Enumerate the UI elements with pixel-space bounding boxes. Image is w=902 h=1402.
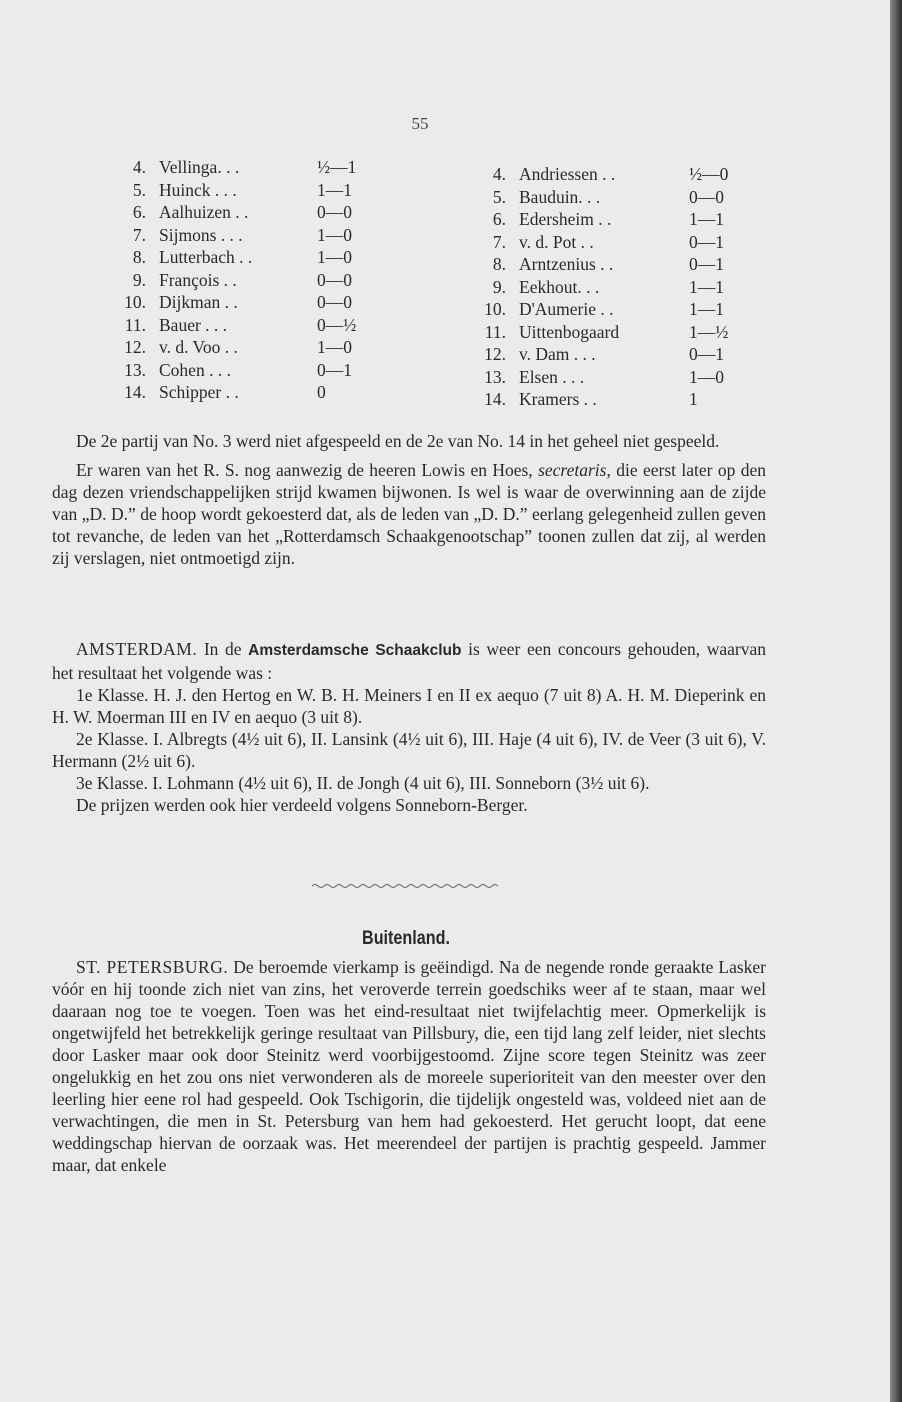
result-row: 11. Uittenbogaard 1—½ <box>484 321 729 342</box>
body-text-amsterdam <box>52 638 766 816</box>
wavy-divider <box>312 882 498 890</box>
body-text-top <box>52 430 766 569</box>
body-text-st-petersburg <box>52 956 766 1176</box>
result-row: 8. Arntzenius . . 0—1 <box>492 254 724 274</box>
results-column-left <box>112 156 432 404</box>
result-row: 7. Sijmons . . . 1—0 <box>132 224 352 245</box>
result-row: 12. v. Dam . . . 0—1 <box>484 344 724 364</box>
page-edge-shadow <box>890 0 902 1402</box>
result-row: 8. Lutterbach . . 1—0 <box>132 247 352 267</box>
paragraph-st-petersburg: ST. PETERSBURG. De beroemde vierkamp is geëindigd. Na de negende ronde geraakte Lasker vóór en hij toonde zich niet van zins, het veroverde terrein goedschiks weer af te staan, maar wel daaraan nog toe te voegen. Toen was het eind-resultaat niet twijfelachtig meer. Opmerkelijk is ongetwijfeld het betrekkelijk geringe resultaat van Pillsbury, die, een tijd lang zelf leider, niet slechts door Lasker maar ook door Steinitz werd voorbijgestoomd. Zijne score tegen Steinitz was zeer ongelukkig en het zou ons niet verwonderen als de moreele superioriteit van den meester over den leerling hier eene rol had gespeeld. Ook Tschigorin, die tijdelijk ongesteld was, voldeed niet aan de verwachtingen, die men in St. Petersburg van hem had gekoesterd. Het gerucht loopt, dat eene weddingschap hiervan de oorzaak was. Het meerendeel der partijen is prachtig gespeeld. Jammer maar, dat enkele <box>52 957 767 1175</box>
result-row: 7. v. d. Pot . . 0—1 <box>492 231 724 252</box>
result-row: 12. v. d. Voo . . 1—0 <box>124 337 352 357</box>
paragraph-amsterdam: AMSTERDAM. In de Amsterdamsche Schaakclub is weer een concours gehouden, waarvan het resultaat het volgende was : <box>52 639 766 683</box>
paragraph-unplayed-games: De 2e partij van No. 3 werd niet afgespeeld en de 2e van No. 14 in het geheel niet gespeeld. <box>76 431 720 451</box>
result-row: 4. Andriessen . . ½—0 <box>492 164 729 184</box>
result-row: 11. Bauer . . . 0—½ <box>124 314 357 335</box>
result-row: 9. François . . 0—0 <box>132 269 352 290</box>
result-row: 6. Edersheim . . 1—1 <box>492 209 724 229</box>
result-row: 9. Eekhout. . . 1—1 <box>492 276 724 297</box>
result-row: 10. Dijkman . . 0—0 <box>124 292 352 312</box>
result-row: 14. Schipper . . 0 <box>124 382 326 402</box>
result-row: 13. Cohen . . . 0—1 <box>124 359 352 380</box>
page-number: 55 <box>411 114 429 133</box>
result-row: 5. Bauduin. . . 0—0 <box>492 186 724 207</box>
paragraph-rs-members: Er waren van het R. S. nog aanwezig de heeren Lowis en Hoes, secretaris, die eerst later op den dag dezen vriendschappelijken strijd kwamen bijwonen. Is wel is waar de overwinning aan de zijde van „D. D.” de hoop wordt gekoesterd dat, als de leden van „D. D.” eerlang gelegenheid zullen geven tot revanche, de leden van het „Rotterdamsch Schaakgenootschap” toonen zullen dat zij, al werden zij verslagen, niet ontmoetigd zijn. <box>52 460 766 568</box>
paragraph-klasse-3: 3e Klasse. I. Lohmann (4½ uit 6), II. de Jongh (4 uit 6), III. Sonneborn (3½ uit 6). <box>76 773 650 793</box>
result-row: 13. Elsen . . . 1—0 <box>484 366 724 387</box>
paragraph-klasse-2: 2e Klasse. I. Albregts (4½ uit 6), II. Lansink (4½ uit 6), III. Haje (4 uit 6), IV. de Veer (3 uit 6), V. Hermann (2½ uit 6). <box>52 729 766 771</box>
result-row: 14. Kramers . . 1 <box>484 389 698 409</box>
result-row: 5. Huinck . . . 1—1 <box>132 179 352 200</box>
section-title-buitenland: Buitenland. <box>362 928 450 949</box>
paragraph-prijzen: De prijzen werden ook hier verdeeld volgens Sonneborn-Berger. <box>76 795 528 815</box>
paragraph-klasse-1: 1e Klasse. H. J. den Hertog en W. B. H. Meiners I en II ex aequo (7 uit 8) A. H. M. Dieperink en H. W. Moerman III en IV en aequo (3 uit 8). <box>52 685 766 727</box>
result-row: 10. D'Aumerie . . 1—1 <box>484 299 724 319</box>
result-row: 6. Aalhuizen . . 0—0 <box>132 202 352 222</box>
result-row: 4. Vellinga. . . ½—1 <box>132 157 357 177</box>
results-column-right <box>472 163 802 411</box>
